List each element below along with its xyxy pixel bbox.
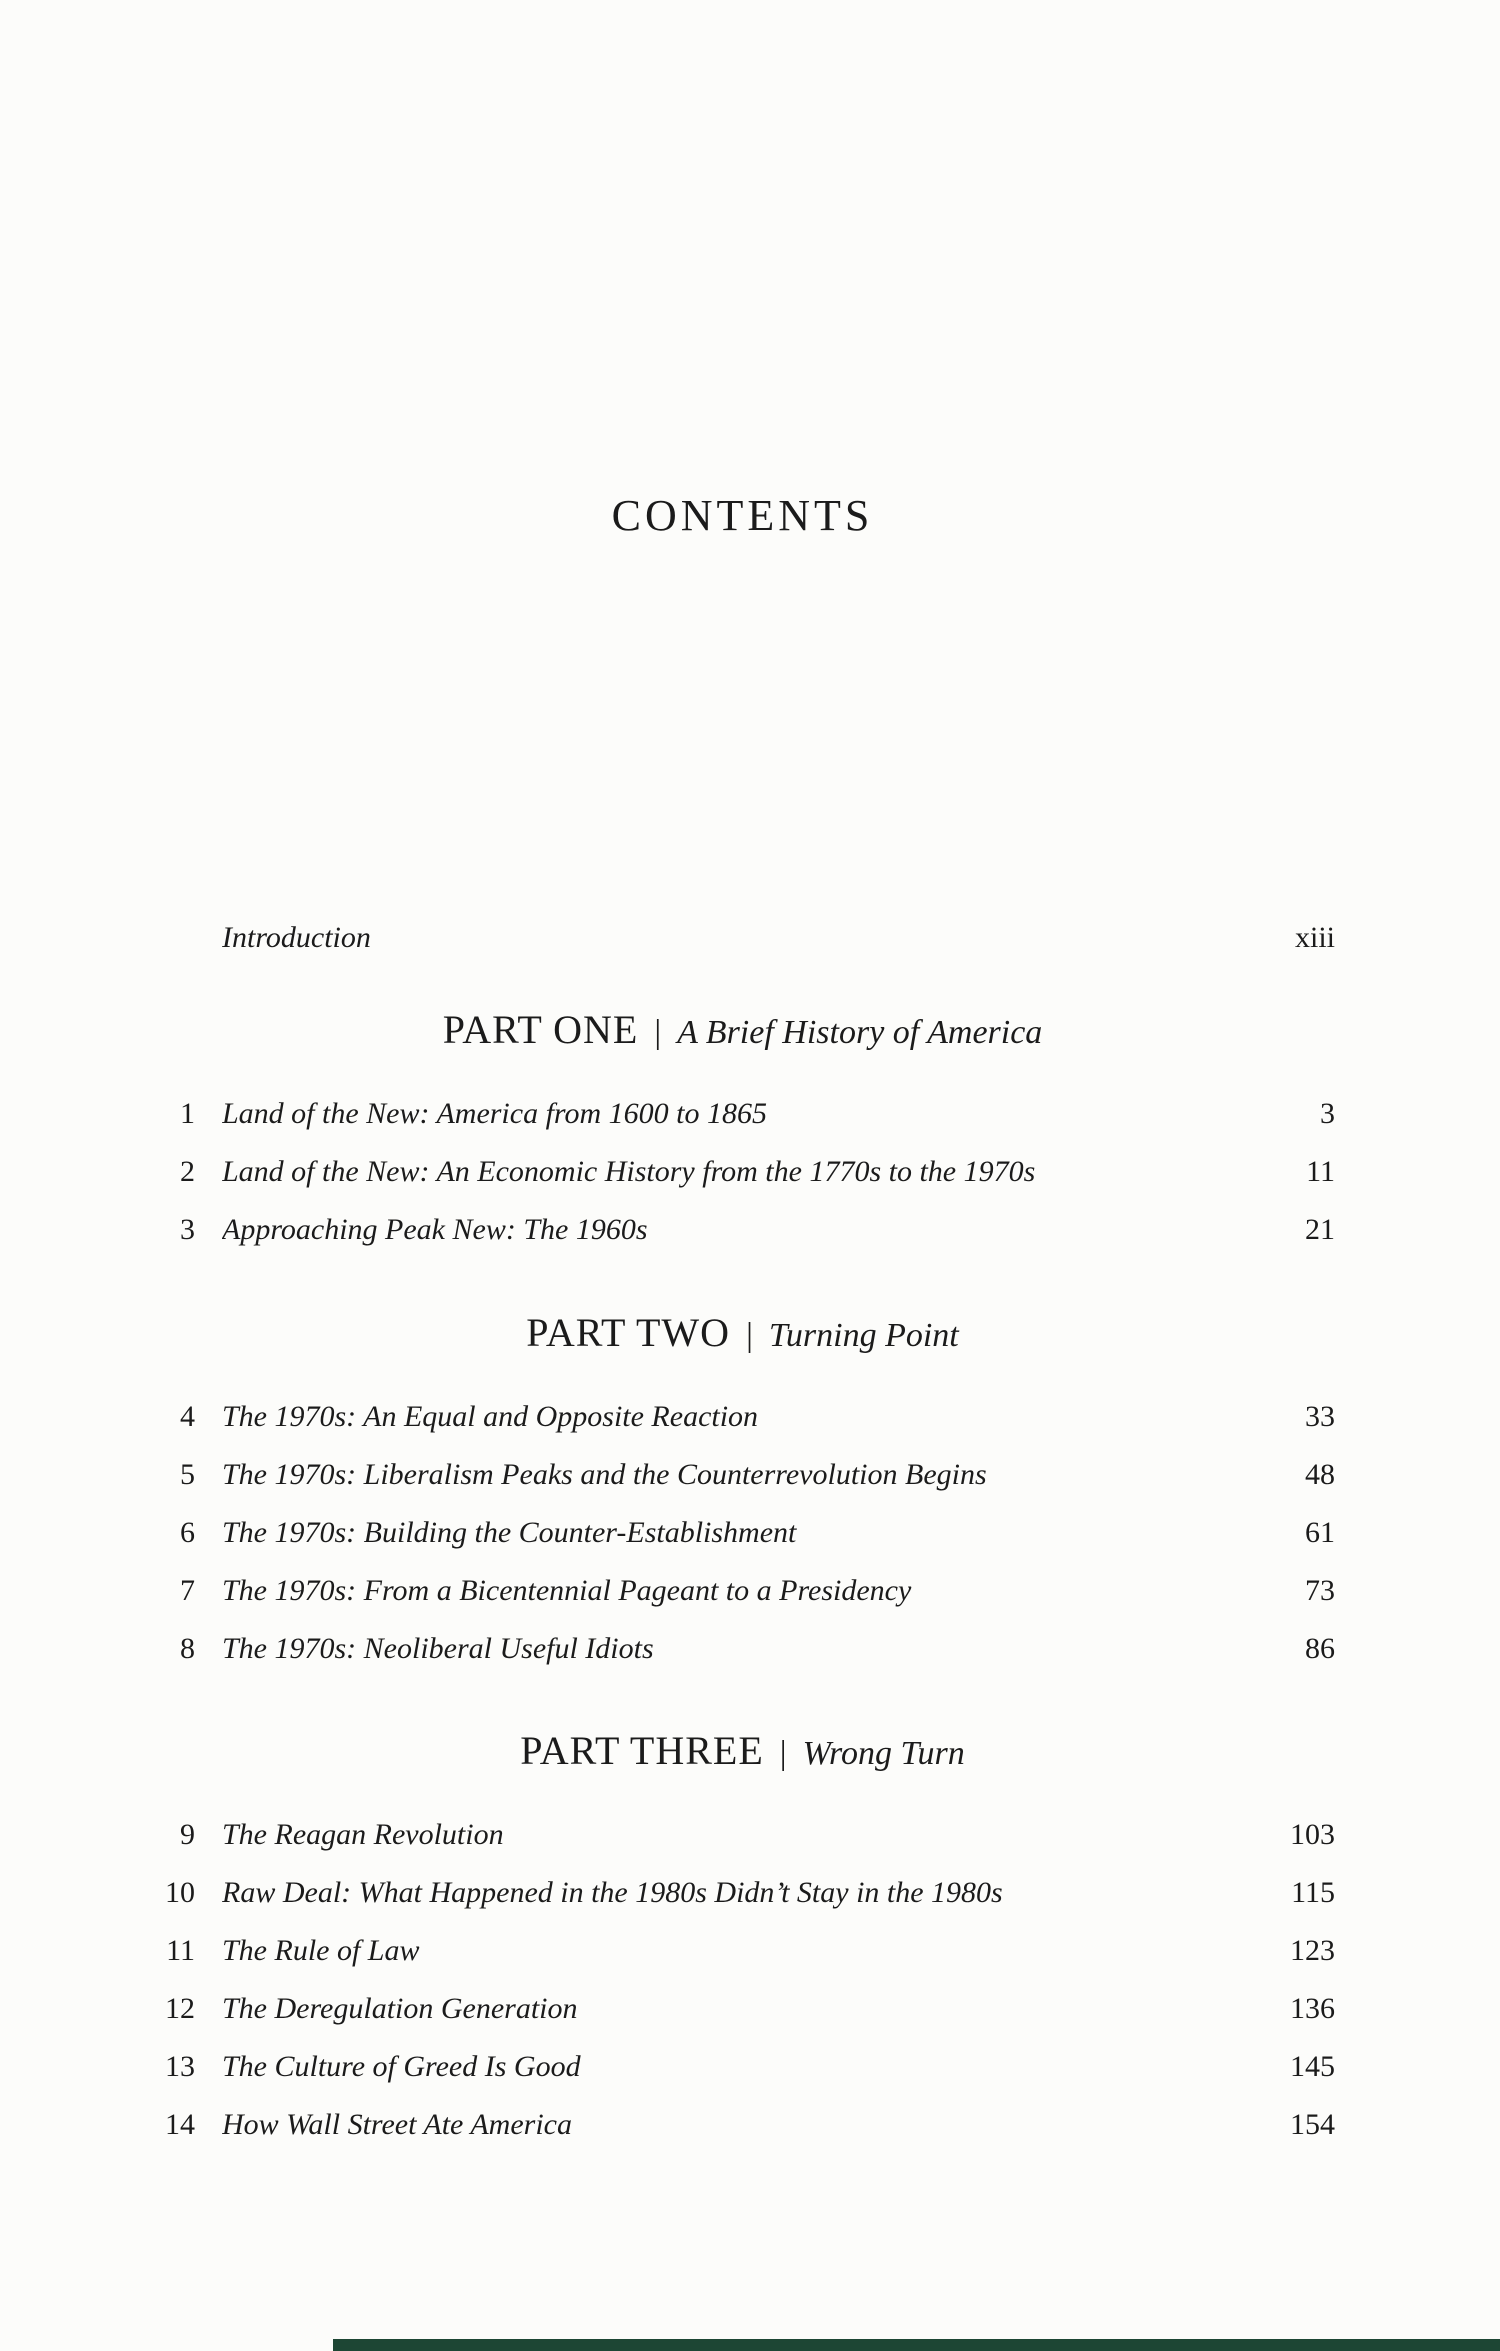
chapter-page: 48 [1305,1458,1335,1491]
part-label: PART ONE [442,1007,639,1052]
chapter-row [150,1806,1335,1864]
chapter-number: 14 [165,2108,195,2141]
chapter-page: 154 [1290,2108,1335,2141]
part-heading [150,1006,1335,1063]
front-matter-page: xiii [1294,921,1335,954]
chapter-number: 9 [180,1818,195,1851]
chapter-number: 7 [180,1574,195,1607]
chapter-row [150,1864,1335,1922]
chapter-row [150,1980,1335,2038]
chapter-row [150,1620,1335,1678]
chapter-title: The Rule of Law [222,1934,420,1967]
front-matter-title: Introduction [222,921,371,954]
scan-edge-bar [333,2339,1500,2351]
chapter-row [150,2096,1335,2154]
chapter-row [150,1388,1335,1446]
chapter-page: 136 [1290,1992,1335,2025]
chapter-row [150,2038,1335,2096]
chapter-page: 21 [1305,1213,1335,1246]
chapter-page: 145 [1290,2050,1335,2083]
chapter-title: The 1970s: Liberalism Peaks and the Counterrevolution Begins [222,1458,987,1491]
chapter-title: The Culture of Greed Is Good [222,2050,581,2083]
chapter-number: 2 [180,1155,195,1188]
part-separator: | [746,1317,753,1354]
chapter-title: The 1970s: An Equal and Opposite Reaction [222,1400,759,1433]
part-heading [150,1309,1335,1366]
chapter-number: 3 [180,1213,195,1246]
chapter-row [150,1446,1335,1504]
chapter-number: 4 [180,1400,195,1433]
part-separator: | [654,1014,662,1051]
chapter-number: 8 [180,1632,195,1665]
part-heading [150,1727,1335,1784]
chapter-number: 11 [166,1934,195,1967]
chapter-page: 86 [1305,1632,1335,1665]
chapter-number: 12 [165,1992,195,2025]
part-label: PART THREE [520,1728,764,1773]
chapter-page: 103 [1290,1818,1335,1851]
chapter-number: 13 [165,2050,195,2083]
part-separator: | [779,1735,787,1772]
chapter-title: Land of the New: America from 1600 to 1865 [222,1097,767,1130]
chapter-page: 61 [1305,1516,1335,1549]
chapter-number: 5 [180,1458,195,1491]
part-label: PART TWO [526,1310,731,1355]
chapter-title: The 1970s: From a Bicentennial Pageant to a Presidency [222,1574,912,1607]
chapter-page: 11 [1306,1155,1335,1188]
chapter-page: 123 [1290,1934,1335,1967]
chapter-row [150,1143,1335,1201]
chapter-title: Approaching Peak New: The 1960s [222,1213,648,1246]
part-subtitle: Turning Point [768,1317,959,1354]
chapter-title: The Reagan Revolution [222,1818,504,1851]
front-matter-row [150,909,1335,967]
chapter-row [150,1201,1335,1259]
chapter-title: The 1970s: Neoliberal Useful Idiots [222,1632,654,1665]
chapter-row [150,1504,1335,1562]
page-title: CONTENTS [611,491,874,540]
chapter-page: 115 [1291,1876,1335,1909]
chapter-title: Land of the New: An Economic History from the 1770s to the 1970s [222,1155,1036,1188]
chapter-title: Raw Deal: What Happened in the 1980s Didn’t Stay in the 1980s [222,1876,1003,1909]
chapter-number: 1 [180,1097,195,1130]
chapter-row [150,1922,1335,1980]
chapter-row [150,1562,1335,1620]
part-subtitle: A Brief History of America [677,1014,1043,1051]
chapter-page: 73 [1305,1574,1335,1607]
chapter-number: 6 [180,1516,195,1549]
chapter-title: How Wall Street Ate America [222,2108,572,2141]
chapter-number: 10 [165,1876,195,1909]
chapter-page: 33 [1305,1400,1335,1433]
part-subtitle: Wrong Turn [802,1735,965,1772]
chapter-title: The 1970s: Building the Counter-Establishment [222,1516,797,1549]
toc-content [150,0,1335,2154]
chapter-title: The Deregulation Generation [222,1992,578,2025]
chapter-row [150,1085,1335,1143]
chapter-page: 3 [1320,1097,1335,1130]
